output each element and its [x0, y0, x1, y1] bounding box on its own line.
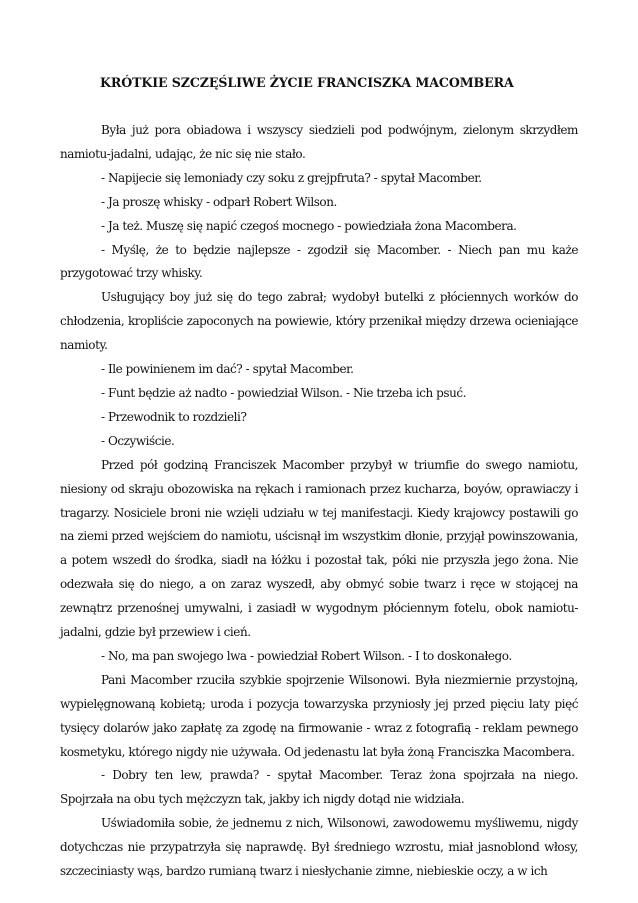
paragraph: Usługujący boy już się do tego zabrał; wydobył butelki z płóciennych worków do chłodzenia, kropliście zapoconych na powiewie, który przenikał między drzewa ocieniające namioty.: [60, 290, 578, 353]
dialogue-line: - Funt będzie aż nadto - powiedział Wilson. - Nie trzeba ich psuć.: [101, 385, 467, 400]
paragraph: Pani Macomber rzuciła szybkie spojrzenie Wilsonowi. Była niezmiernie przystojną, wypielęgnowaną kobietą; uroda i pozycja towarzyska przyniosły jej przed pięciu laty pięć tysięcy dolarów jako zapłatę za zgodę na firmowanie - wraz z fotografią - reklam pewnego kosmetyku, którego nigdy nie używała. Od jedenastu lat była żoną Franciszka Macombera.: [60, 672, 578, 759]
dialogue-line: - Dobry ten lew, prawda? - spytał Macomber. Teraz żona spojrzała na niego. Spojrzała na obu tych mężczyzn tak, jakby ich nigdy dotąd nie widziała.: [60, 768, 578, 807]
dialogue-line: - Przewodnik to rozdzieli?: [101, 409, 247, 424]
paragraph: Uświadomiła sobie, że jednemu z nich, Wilsonowi, zawodowemu myśliwemu, nigdy dotychczas nie przypatrzyła się naprawdę. Był średniego wzrostu, miał jasnoblond włosy, szczeciniasty wąs, bardzo rumianą twarz i niesłychanie zimne, niebieskie oczy, a w ich: [60, 816, 578, 879]
body-text: [60, 119, 578, 884]
paragraph: Przed pół godziną Franciszek Macomber przybył w triumfie do swego namiotu, niesiony od skraju obozowiska na rękach i ramionach przez kucharza, boyów, oprawiaczy i tragarzy. Nosiciele broni nie wzięli udziału w tej manifestacji. Kiedy krajowcy postawili go na ziemi przed wejściem do namiotu, uścisnął im wszystkim dłonie, przyjął powinszowania, a potem wszedł do środka, siadł na łóżku i pozostał tak, póki nie przyszła jego żona. Nie odezwała się do niego, a on zaraz wyszedł, aby obmyć sobie twarz i ręce w stojącej na zewnątrz przenośnej umywalni, i zasiadł w wygodnym płóciennym fotelu, obok namiotu-jadalni, gdzie był przewiew i cień.: [60, 457, 578, 640]
paragraph: Była już pora obiadowa i wszyscy siedzieli pod podwójnym, zielonym skrzydłem namiotu-jadalni, udając, że nic się nie stało.: [60, 123, 578, 161]
chapter-title: KRÓTKIE SZCZĘŚLIWE ŻYCIE FRANCISZKA MACOMBERA: [100, 75, 514, 90]
dialogue-line: - Ile powinienem im dać? - spytał Macomber.: [101, 362, 354, 377]
document-page: [60, 75, 578, 884]
dialogue-line: - Napijecie się lemoniady czy soku z grejpfruta? - spytał Macomber.: [101, 170, 482, 185]
dialogue-line: - Ja proszę whisky - odparł Robert Wilson.: [101, 194, 337, 209]
dialogue-line: - Oczywiście.: [101, 433, 175, 448]
dialogue-line: - No, ma pan swojego lwa - powiedział Robert Wilson. - I to doskonałego.: [101, 648, 512, 663]
dialogue-line: - Myślę, że to będzie najlepsze - zgodził się Macomber. - Niech pan mu każe przygotować trzy whisky.: [60, 242, 578, 281]
dialogue-line: - Ja też. Muszę się napić czegoś mocnego - powiedziała żona Macombera.: [101, 218, 517, 233]
